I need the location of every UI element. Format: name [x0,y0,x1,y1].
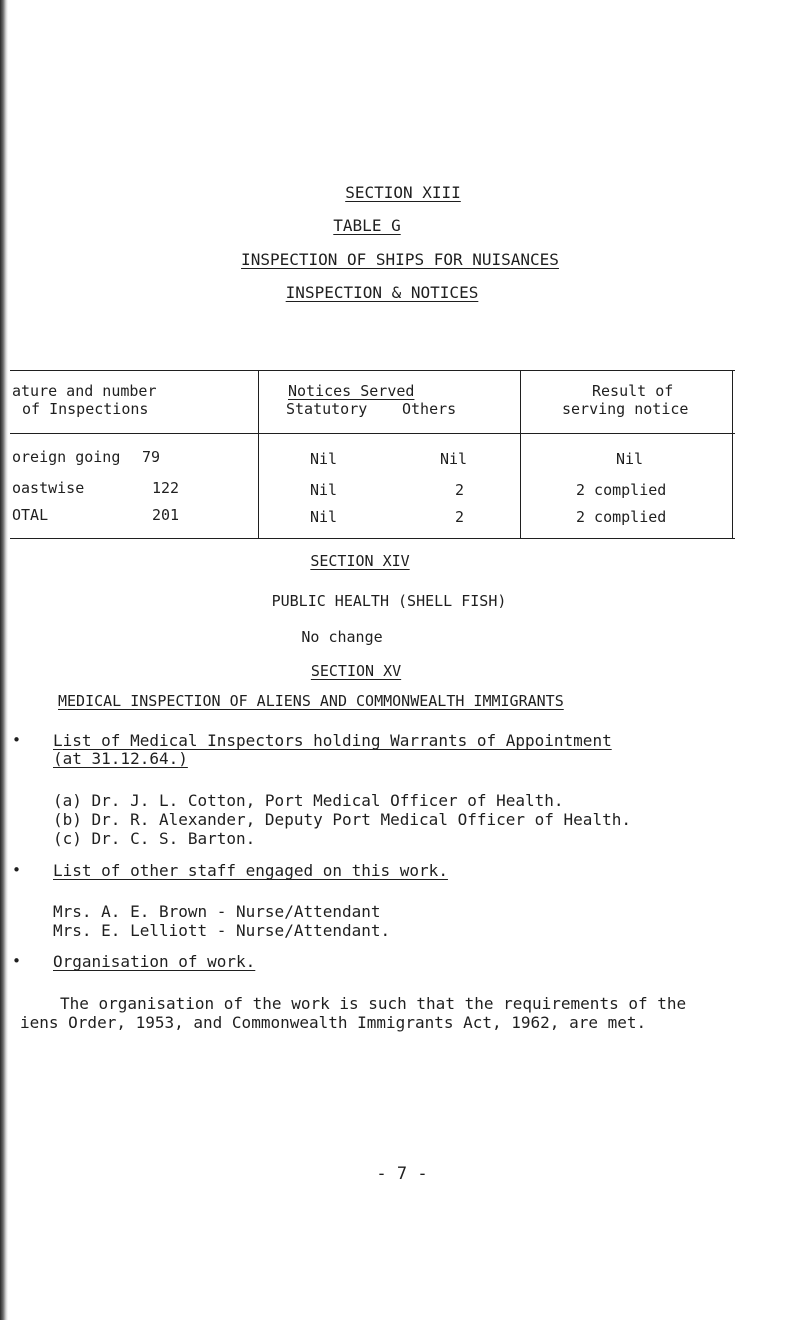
subsubtitle: INSPECTION & NOTICES [285,283,479,302]
head-notices-served: Notices Served [288,382,415,400]
row-3-result: 2 complied [576,508,667,526]
item-2-entry-1: Mrs. A. E. Brown - Nurse/Attendant [53,902,381,921]
inspection-table [10,370,735,540]
table-divider-3 [732,370,733,538]
subtitle: INSPECTION OF SHIPS FOR NUISANCES [241,250,559,269]
row-2-others: 2 [455,481,465,499]
row-1-result: Nil [616,450,644,468]
section-13-title: SECTION XIII [345,183,461,202]
row-2-statutory: Nil [310,481,338,499]
item-1-entry-b: (b) Dr. R. Alexander, Deputy Port Medical Officer of Health. [53,810,631,829]
item-3-line-1: The organisation of the work is such that the requirements of the [60,994,687,1013]
table-divider-1 [258,370,259,538]
row-2-result: 2 complied [576,481,667,499]
row-2-label: oastwise [12,479,85,497]
table-bottom-rule [10,538,735,539]
section-15-heading: MEDICAL INSPECTION OF ALIENS AND COMMONWEALTH IMMIGRANTS [58,692,564,710]
page-edge-shadow [0,0,8,1320]
head-result-line2: serving notice [562,400,689,418]
head-others: Others [402,400,457,418]
row-1-number: 79 [142,448,161,466]
section-15-title: SECTION XV [310,662,402,680]
section-14-text: No change [301,628,383,646]
item-1-entry-a: (a) Dr. J. L. Cotton, Port Medical Officer of Health. [53,791,564,810]
item-1-date: (at 31.12.64.) [53,749,188,768]
item-1-bullet: • [12,731,22,749]
row-3-statutory: Nil [310,508,338,526]
row-1-others: Nil [440,450,468,468]
item-2-entry-2: Mrs. E. Lelliott - Nurse/Attendant. [53,921,391,940]
table-header-rule [10,433,735,434]
table-title: TABLE G [333,216,401,235]
row-2-number: 122 [152,479,180,497]
head-col1-line1: ature and number [12,382,157,400]
page-number: - 7 - [376,1164,428,1184]
item-2-bullet: • [12,861,22,879]
item-3-title: Organisation of work. [53,952,256,971]
table-divider-2 [520,370,521,538]
item-3-bullet: • [12,952,22,970]
table-top-rule [10,370,735,371]
head-statutory: Statutory [286,400,368,418]
section-14-title: SECTION XIV [310,552,410,570]
item-2-title: List of other staff engaged on this work. [53,861,448,880]
row-3-label: OTAL [12,506,49,524]
row-1-statutory: Nil [310,450,338,468]
item-1-title: List of Medical Inspectors holding Warrants of Appointment [53,731,612,750]
row-3-others: 2 [455,508,465,526]
row-3-number: 201 [152,506,180,524]
item-3-line-2: iens Order, 1953, and Commonwealth Immigrants Act, 1962, are met. [20,1013,647,1032]
head-col1-line2: of Inspections [22,400,149,418]
head-result-line1: Result of [592,382,674,400]
item-1-entry-c: (c) Dr. C. S. Barton. [53,829,256,848]
section-14-heading: PUBLIC HEALTH (SHELL FISH) [271,592,507,610]
row-1-label: oreign going [12,448,121,466]
